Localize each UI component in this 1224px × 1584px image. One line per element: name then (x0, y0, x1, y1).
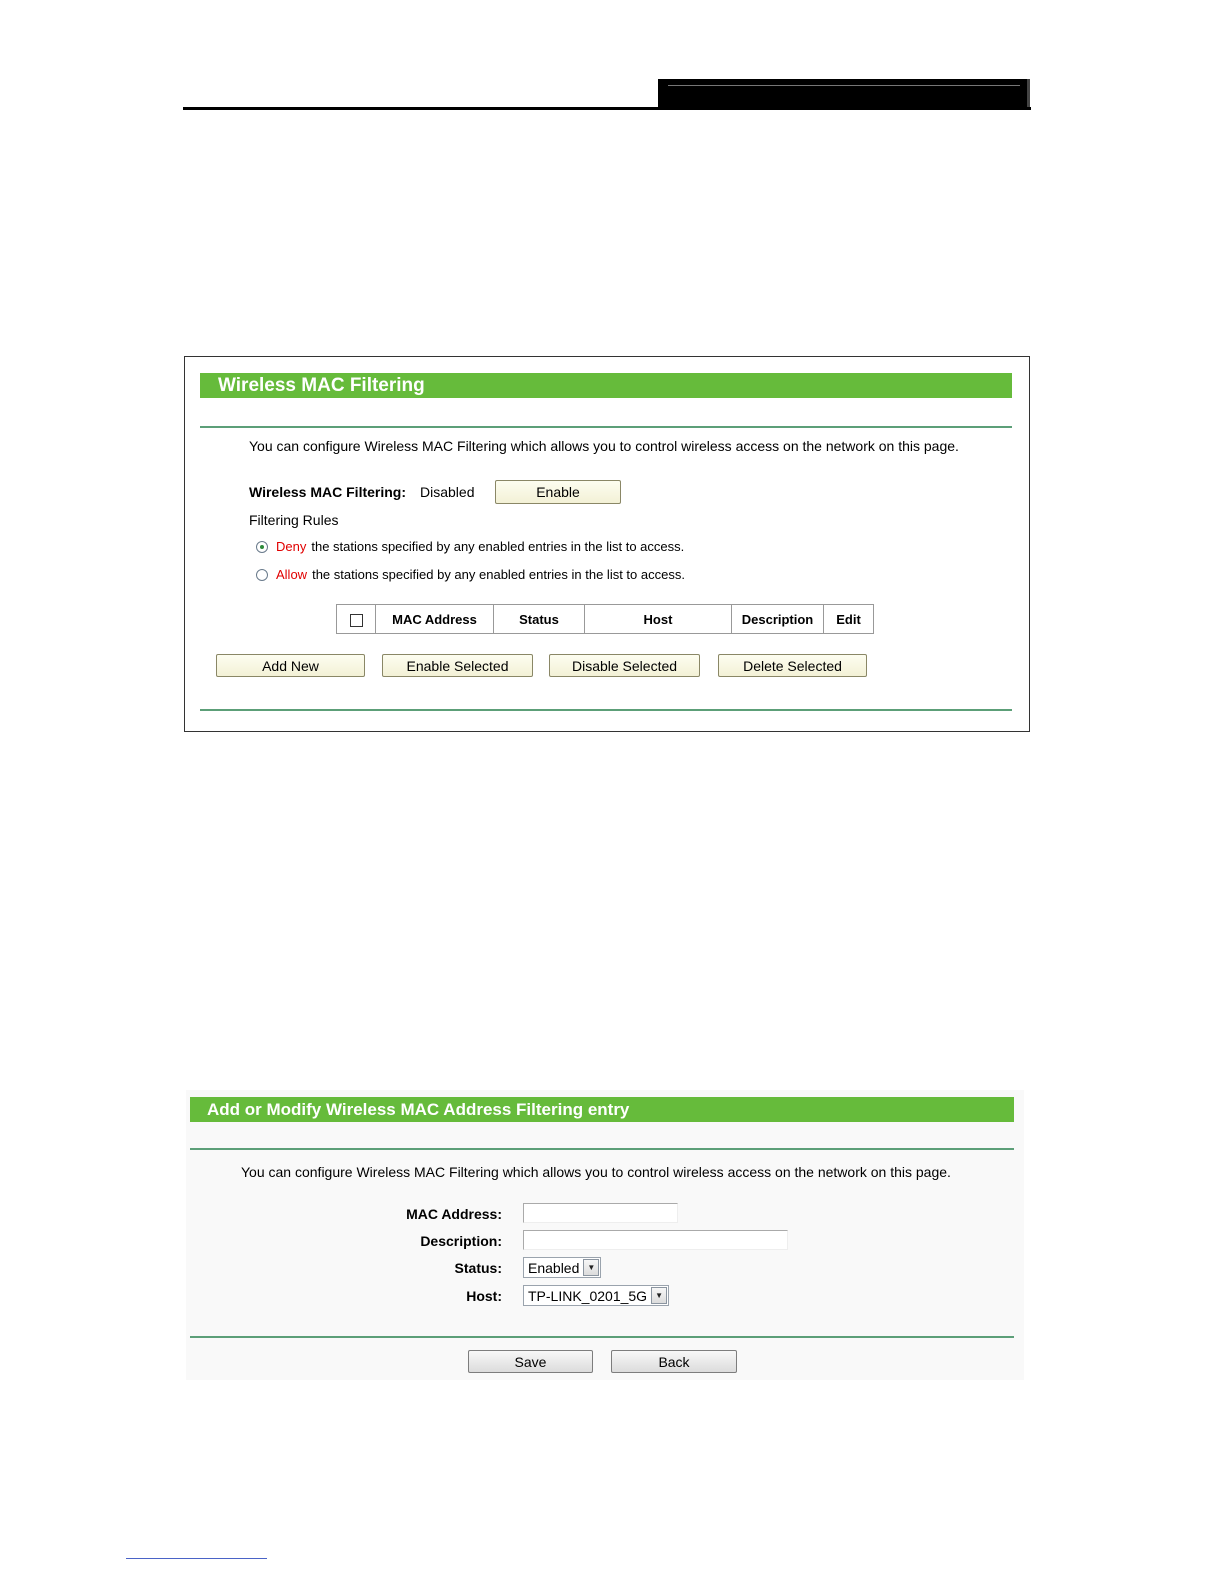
panel-description: You can configure Wireless MAC Filtering which allows you to control wireless access on the network on this page. (249, 438, 959, 454)
filtering-rules-title: Filtering Rules (249, 512, 339, 528)
status-label: Status: (454, 1260, 502, 1276)
divider-bottom (200, 709, 1012, 711)
host-select[interactable] (523, 1285, 669, 1306)
description-row (186, 1230, 1024, 1252)
allow-text: the stations specified by any enabled entries in the list to access. (312, 567, 685, 582)
header-edit: Edit (824, 605, 874, 634)
header-mac-address: MAC Address (376, 605, 494, 634)
deny-radio[interactable] (256, 541, 268, 553)
filtering-status: Disabled (420, 484, 475, 500)
mac-address-label: MAC Address: (406, 1206, 502, 1222)
disable-selected-button[interactable]: Disable Selected (549, 654, 700, 677)
mac-filter-table (336, 604, 874, 634)
delete-selected-button[interactable]: Delete Selected (718, 654, 867, 677)
chevron-down-icon[interactable]: ▼ (651, 1287, 667, 1304)
panel-title: Wireless MAC Filtering (200, 373, 1012, 398)
status-select-value: Enabled (528, 1259, 580, 1276)
header-description: Description (732, 605, 824, 634)
back-button[interactable]: Back (611, 1350, 737, 1373)
wireless-mac-filtering-panel (184, 356, 1030, 732)
add-new-button[interactable]: Add New (216, 654, 365, 677)
select-all-cell[interactable] (337, 605, 376, 634)
header-black-block (658, 79, 1030, 110)
filtering-label: Wireless MAC Filtering: (249, 484, 407, 500)
header-status: Status (494, 605, 585, 634)
enable-selected-button[interactable]: Enable Selected (382, 654, 533, 677)
panel-title: Add or Modify Wireless MAC Address Filtering entry (190, 1097, 1014, 1122)
table-header-row (337, 605, 874, 634)
mac-address-input[interactable] (523, 1203, 678, 1223)
divider-top (190, 1148, 1014, 1150)
select-all-checkbox[interactable] (350, 614, 363, 627)
description-input[interactable] (523, 1230, 788, 1250)
save-button[interactable]: Save (468, 1350, 593, 1373)
rule-deny-row[interactable] (256, 539, 684, 554)
deny-text: the stations specified by any enabled entries in the list to access. (311, 539, 685, 554)
host-label: Host: (466, 1288, 502, 1304)
divider-bottom (190, 1336, 1014, 1338)
header-rule (183, 107, 1031, 110)
description-label: Description: (420, 1233, 502, 1249)
deny-keyword: Deny (276, 539, 307, 554)
enable-button[interactable]: Enable (495, 480, 621, 504)
mac-address-row (186, 1203, 1024, 1225)
allow-keyword: Allow (276, 567, 308, 582)
status-row (186, 1257, 1024, 1279)
host-row (186, 1285, 1024, 1307)
add-modify-entry-panel (186, 1090, 1024, 1380)
filtering-status-row (249, 484, 475, 500)
chevron-down-icon[interactable]: ▼ (583, 1259, 599, 1276)
allow-radio[interactable] (256, 569, 268, 581)
header-host: Host (585, 605, 732, 634)
status-select[interactable] (523, 1257, 601, 1278)
panel-description: You can configure Wireless MAC Filtering which allows you to control wireless access on the network on this page. (241, 1164, 951, 1180)
host-select-value: TP-LINK_0201_5G (528, 1287, 648, 1304)
divider-top (200, 426, 1012, 428)
footer-link-underline (126, 1558, 267, 1559)
rule-allow-row[interactable] (256, 567, 685, 582)
